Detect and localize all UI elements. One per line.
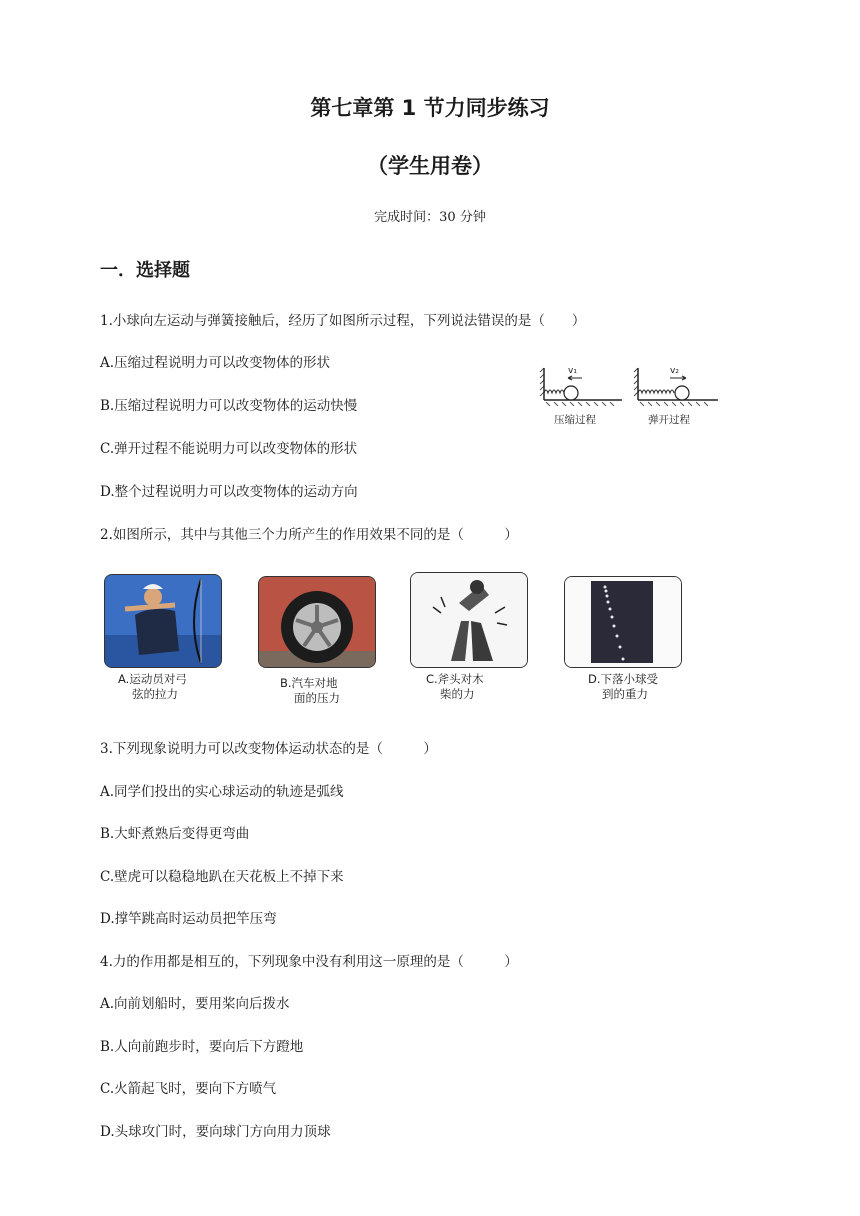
rebound-label: 弹开过程 [648,414,690,426]
question-4-option-a: A.向前划船时，要用桨向后拨水 [100,996,290,1012]
velocity-label-v2: v₂ [670,366,679,376]
car-wheel-image [258,576,376,668]
caption-d-line1: D.下落小球受 [588,672,659,686]
caption-c-line1: C.斧头对木 [426,672,484,686]
question-1-option-a: A.压缩过程说明力可以改变物体的形状 [100,355,331,371]
question-3-option-a: A.同学们投出的实心球运动的轨迹是弧线 [100,784,344,800]
compression-label: 压缩过程 [554,414,596,426]
question-3-option-b: B.大虾煮熟后变得更弯曲 [100,826,250,842]
question-1-option-b: B.压缩过程说明力可以改变物体的运动快慢 [100,398,358,414]
question-4-stem: 4.力的作用都是相互的，下列现象中没有利用这一原理的是（ ） [100,954,518,970]
question-3-option-c: C.壁虎可以稳稳地趴在天花板上不掉下来 [100,869,344,885]
question-4-option-b: B.人向前跑步时，要向后下方蹬地 [100,1039,304,1055]
question-4-option-d: D.头球攻门时，要向球门方向用力顶球 [100,1124,331,1140]
question-1-option-c: C.弹开过程不能说明力可以改变物体的形状 [100,441,358,457]
completion-time: 完成时间：30 分钟 [374,210,486,225]
question-3-option-d: D.撑竿跳高时运动员把竿压弯 [100,911,277,927]
question-4-option-c: C.火箭起飞时，要向下方喷气 [100,1081,277,1097]
section-heading: 一．选择题 [100,260,190,281]
question-2-stem: 2.如图所示，其中与其他三个力所产生的作用效果不同的是（ ） [100,527,518,543]
axe-wood-image [410,572,528,668]
page-subtitle: （学生用卷） [367,154,493,178]
question-1-option-d: D.整个过程说明力可以改变物体的运动方向 [100,484,358,500]
caption-c-line2: 柴的力 [440,687,475,701]
velocity-label-v1: v₁ [568,366,577,376]
page-title: 第七章第 1 节力同步练习 [310,96,550,120]
falling-ball-image [564,576,682,668]
caption-a-line2: 弦的拉力 [132,687,178,701]
caption-a-line1: A.运动员对弓 [118,672,187,686]
archer-image [104,574,222,668]
spring-figure [538,362,728,432]
caption-b-line2: 面的压力 [294,691,340,705]
question-3-stem: 3.下列现象说明力可以改变物体运动状态的是（ ） [100,741,437,757]
spring-diagram [538,362,728,406]
caption-d-line2: 到的重力 [602,687,648,701]
caption-b-line1: B.汽车对地 [280,676,338,690]
question-1-stem: 1.小球向左运动与弹簧接触后，经历了如图所示过程，下列说法错误的是（ ） [100,313,586,329]
